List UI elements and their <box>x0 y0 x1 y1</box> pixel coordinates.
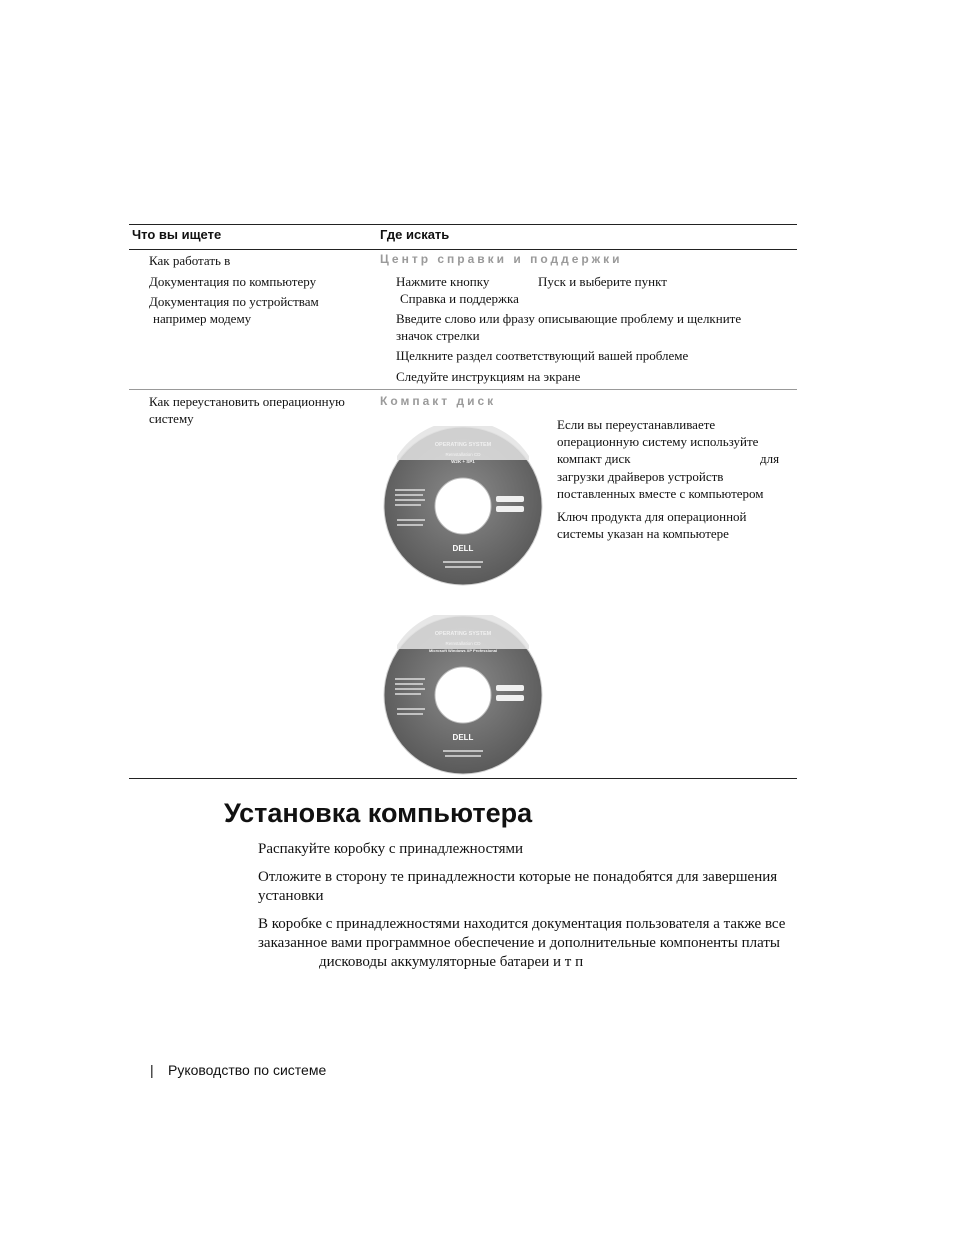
help-center-title: Центр справки и поддержки <box>380 252 623 266</box>
cd-desc-2: операционную систему используйте <box>557 434 759 449</box>
step-click-section: Щелкните раздел соответствующий вашей проблеме <box>396 348 689 363</box>
disc2-title-line1: ReInstallation CD <box>445 641 481 646</box>
product-key-2: системы указан на компьютере <box>557 526 729 541</box>
column-header-where: Где искать <box>380 227 450 242</box>
paragraph-contents-1: В коробке с принадлежностями находится документация пользователя а также все <box>258 916 786 932</box>
step-help-support: Справка и поддержка <box>400 291 519 306</box>
cd-desc-1: Если вы переустанавливаете <box>557 417 716 432</box>
row1-what-4: например модему <box>153 311 252 326</box>
cd-title: Компакт диск <box>380 394 497 408</box>
cd-desc-5: загрузки драйверов устройств <box>557 469 724 484</box>
paragraph-unpack: Распакуйте коробку с принадлежностями <box>258 841 524 857</box>
step-click-button: Нажмите кнопку <box>396 274 490 289</box>
table-bottom-rule <box>129 778 797 779</box>
row2-what-1: Как переустановить операционную <box>149 394 345 409</box>
row1-what-1: Как работать в <box>149 253 231 268</box>
disc1-brand: DELL <box>452 544 474 553</box>
row1-what-2: Документация по компьютеру <box>149 274 317 289</box>
disc1-top-label: OPERATING SYSTEM <box>434 442 492 448</box>
reinstall-cd-image-2 <box>383 615 543 775</box>
step-arrow-icon-text: значок стрелки <box>396 328 480 343</box>
paragraph-setaside-2: установки <box>258 888 324 904</box>
disc2-title-line2: Microsoft Windows XP Professional <box>428 648 498 653</box>
step-start-menu: Пуск и выберите пункт <box>538 274 667 289</box>
table-row-divider <box>129 389 797 390</box>
footer-bar: | <box>150 1062 154 1078</box>
paragraph-contents-2: заказанное вами программное обеспечение и дополнительные компоненты платы <box>258 935 780 951</box>
reinstall-cd-image-1 <box>383 426 543 586</box>
product-key-1: Ключ продукта для операционной <box>557 509 747 524</box>
disc1-title-line2: W2K + SP1 <box>451 459 475 464</box>
cd-desc-4: для <box>760 451 780 466</box>
step-follow-instructions: Следуйте инструкциям на экране <box>396 369 581 384</box>
step-enter-phrase: Введите слово или фразу описывающие проблему и щелкните <box>396 311 742 326</box>
paragraph-contents-3: дисководы аккумуляторные батареи и т п <box>319 954 584 970</box>
cd-desc-6: поставленных вместе с компьютером <box>557 486 764 501</box>
cd-desc-3: компакт диск <box>557 451 631 466</box>
footer-title: Руководство по системе <box>168 1062 327 1078</box>
disc2-brand: DELL <box>452 733 474 742</box>
disc2-top-label: OPERATING SYSTEM <box>434 631 492 637</box>
paragraph-setaside-1: Отложите в сторону те принадлежности которые не понадобятся для завершения <box>258 869 778 885</box>
section-heading: Установка компьютера <box>224 798 533 828</box>
table-header-rule <box>129 249 797 250</box>
column-header-what: Что вы ищете <box>132 227 222 242</box>
table-top-rule <box>129 224 797 225</box>
row2-what-2: систему <box>149 411 194 426</box>
row1-what-3: Документация по устройствам <box>149 294 319 309</box>
disc1-title-line1: ReInstallation CD <box>445 452 481 457</box>
